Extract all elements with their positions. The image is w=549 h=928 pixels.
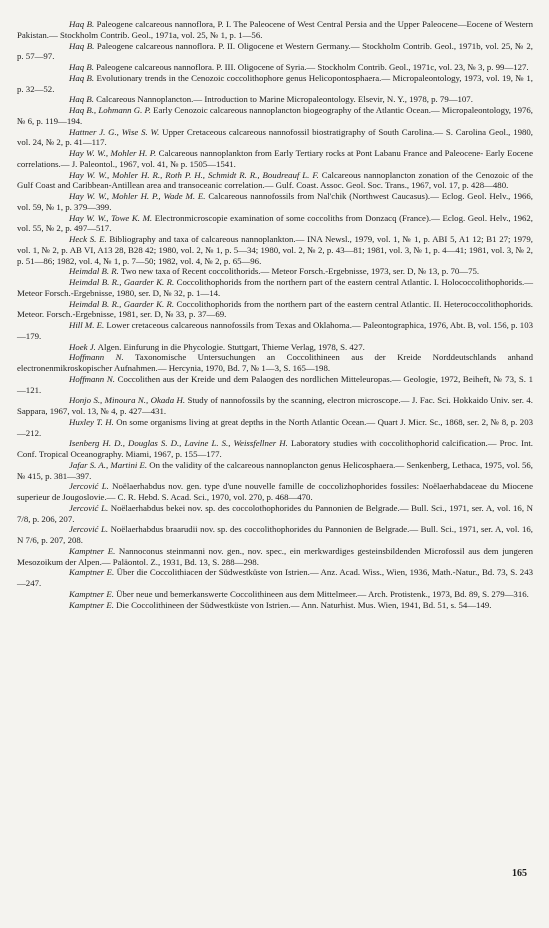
reference-entry [17, 277, 533, 299]
reference-entry [17, 374, 533, 396]
reference-author: Haq B. [69, 94, 94, 105]
reference-entry [17, 299, 533, 321]
reference-text: Upper Cretaceous calcareous nannofossil biostratigraphy of South Carolina.— S. Carolina Geol., 1980, vol. 24, № 2, p. 41—117. [17, 126, 533, 148]
reference-text: Calcareous nannofossils from Nal'chik (Northwest Caucasus).— Eclog. Geol. Helv., 1966, vol. 59, № 1, p. 379—399. [17, 191, 533, 212]
reference-text: Über die Coccolithiacen der Südwestküste von Istrien.— Anz. Acad. Wiss., Wien, 1936, Math.-Natur., Bd. 73, S. 243—247. [17, 567, 533, 588]
reference-author: Haq B. [69, 19, 95, 29]
page-number: 165 [512, 868, 527, 879]
reference-entry [17, 589, 533, 600]
reference-text: On the validity of the calcareous nannoplancton genus Helicosphaera.— Senkenberg, Lethaca, 1975, vol. 56, № 415, p. 381—397. [17, 459, 534, 481]
reference-author: Kamptner E. [69, 588, 114, 599]
reference-entry [17, 438, 533, 460]
reference-author: Hill M. E. [69, 320, 105, 330]
reference-text: Noëlaerhabdus braarudii nov. sp. des coccolithophorides du Pannonien de Belgrade.— Bull. Sci., 1971, ser. A, vol. 16, N 7/6, p. 207, 208. [17, 524, 533, 545]
reference-text: Electronmicroscopie examination of some coccoliths from Donzacq (France).— Eclog. Geol. Helv., 1962, vol. 55, № 2, p. 497—517. [17, 212, 533, 234]
reference-entry [17, 417, 533, 439]
reference-text: Noëlaerhabdus bekei nov. sp. des coccolothophorides du Pannonien de Belgrade.— Bull. Sci., 1971, ser. A, vol. 16, N 7/8, p. 206, 207. [17, 502, 533, 524]
reference-entry [17, 94, 533, 105]
reference-author: Hattner J. G., Wise S. W. [69, 126, 160, 137]
reference-text: Nannoconus steinmanni nov. gen., nov. spec., ein merkwardiges gesteinsbildenden Microfossil aus dem jungeren Mesozoikum der Alpen.— Paläontol. Z., 1931, Bd. 13, S. 288—298. [17, 545, 533, 567]
reference-entry [17, 127, 533, 149]
reference-list [17, 19, 533, 610]
reference-entry [17, 395, 533, 417]
reference-text: Coccolithophorids from the northern part of the eastern central Atlantic. II. Heterococcolithophorids. Meteor. Forsch.-Ergebnisse, 1981, ser. D, № 33, p. 37—69. [17, 298, 533, 320]
reference-author: Isenberg H. D., Douglas S. D., Lavine L. S., Weissfellner H. [69, 438, 288, 449]
reference-text: Algen. Einfurung in die Phycologie. Stuttgart, Thieme Verlag, 1978, S. 427. [95, 341, 365, 352]
reference-entry [17, 342, 533, 353]
reference-author: Huxley T. H. [69, 416, 114, 427]
reference-author: Heck S. E. [69, 234, 107, 244]
reference-entry [17, 148, 533, 170]
reference-entry [17, 567, 533, 589]
reference-author: Jercović L. [69, 481, 109, 492]
reference-text: Evolutionary trends in the Cenozoic coccolithophore genus Helicopontosphaera.— Micropaleontology, 1973, vol. 19, № 1, p. 32—52. [17, 72, 533, 94]
reference-text: Paleogene calcareous nannoflora, P. I. The Paleocene of West Central Persia and the Upper Paleocene—Eocene of Western Pakistan.— Stockholm Contrib. Geol., 1971a, vol. 25, № 1, p. 1—56. [17, 19, 534, 40]
reference-text: Paleogene calcareous nannoflora. P. III. Oligocene of Syria.— Stockholm Contrib. Geol., 1971c, vol. 23, № 3, p. 99—127. [93, 62, 529, 72]
reference-entry [17, 600, 533, 611]
reference-text: Die Coccolithineen der Südwestküste von Istrien.— Ann. Naturhist. Mus. Wien, 1941, Bd. 51, s. 54—149. [113, 599, 492, 610]
reference-text: Coccolithen aus der Kreide und dem Palaogen des nordlichen Mitteleuropas.— Geologie, 1972, Beiheft, № 73, S. 1—121. [17, 373, 533, 395]
reference-entry [17, 62, 533, 73]
reference-text: Über neue und bemerkanswerte Coccolithineen aus dem Mittelmeer.— Arch. Protistenk., 1973, Bd. 89, S. 279—316. [113, 588, 529, 599]
reference-text: On some organisms living at great depths in the North Atlantic Ocean.— Quart J. Micr. Sc., 1868, ser. 2, № 8, p. 203—212. [17, 416, 533, 438]
reference-entry [17, 546, 533, 568]
reference-author: Heimdal B. R., Gaarder K. R. [69, 277, 175, 287]
reference-author: Jercović L. [69, 524, 109, 535]
reference-author: Jercović L. [69, 502, 109, 513]
reference-author: Hay W. W., Towe K. M. [69, 212, 153, 223]
reference-entry [17, 105, 533, 127]
reference-author: Haq B. [69, 62, 94, 72]
reference-author: Heimdal B. R. [69, 266, 119, 277]
reference-author: Kamptner E. [69, 567, 115, 578]
reference-entry [17, 352, 533, 374]
reference-entry [17, 234, 533, 266]
reference-text: Noëlaerhabdus nov. gen. type d'une nouvelle famille de coccolizhophorides fossiles: Noëlaerhabdaceae du Miocene superieur de Jougoslovie.— C. R. Hebd. S. Acad. Sci., 1970, vol. 270, p. 468—470. [17, 481, 533, 502]
reference-author: Jafar S. A., Martini E. [69, 459, 148, 470]
reference-text: Taxonomische Untersuchungen an Coccolithineen aus der Kreide Norddeutschlands anhand electronenmikroskopischer Aufnahmen.— Hercynia, 1970, Bd. 7, № 1—3, S. 165—198. [17, 352, 533, 373]
reference-text: Two new taxa of Recent coccolithorids.— Meteor Forsch.-Ergebnisse, 1973, ser. D, № 13, p. 70—75. [118, 266, 480, 277]
reference-author: Hoek J. [69, 341, 96, 352]
reference-entry [17, 213, 533, 235]
reference-author: Haq B. [69, 72, 95, 83]
reference-text: Calcareous nannoplancton zonation of the Cenozoic of the Gulf Coast and Caribbean-Antillean area and transoceanic correlation.— Gulf. Coast. Assoc. Geol. Soc. Trans., 1967, vol. 17, p. 428—480. [17, 169, 534, 191]
reference-entry [17, 503, 533, 525]
reference-author: Haq B. [69, 40, 95, 51]
reference-entry [17, 170, 533, 192]
reference-author: Honjo S., Minoura N., Okada H. [69, 395, 186, 406]
reference-entry [17, 481, 533, 503]
reference-author: Haq B., Lohmann G. P. [69, 105, 151, 115]
reference-author: Hay W. W., Mohler H. P. [69, 148, 157, 158]
reference-author: Hoffmann N. [69, 373, 115, 384]
reference-author: Kamptner E. [69, 599, 114, 610]
reference-text: Laboratory studies with coccolithophorid calcification.— Proc. Int. Conf. Tropical Oceanography. Miami, 1967, p. 155—177. [17, 438, 533, 459]
reference-author: Kamptner E. [69, 545, 116, 556]
reference-entry [17, 191, 533, 213]
reference-entry [17, 524, 533, 546]
reference-text: Lower cretaceous calcareous nannofossils from Texas and Oklahoma.— Paleontographica, 1976, Abt. B, vol. 156, p. 103—179. [17, 320, 533, 341]
reference-text: Calcareous Nannoplancton.— Introduction to Marine Micropaleontology. Elsevir, N. Y., 1978, p. 79—107. [93, 94, 473, 105]
reference-entry [17, 266, 533, 277]
reference-text: Paleogene calcareous nannoflora. P. II. Oligocene et Western Germany.— Stockholm Contrib. Geol., 1971b, vol. 25, № 2, p. 57—97. [17, 40, 534, 62]
reference-entry [17, 320, 533, 342]
reference-entry [17, 41, 533, 63]
reference-author: Heimdal B. R., Gaarder K. R. [69, 298, 175, 309]
reference-text: Early Cenozoic calcareous nannoplancton biogeography of the Atlantic Ocean.— Micropaleontology, 1976, № 6, p. 119—194. [17, 105, 533, 126]
reference-entry [17, 19, 533, 41]
reference-text: Coccolithophorids from the northern part of the eastern central Atlantic. I. Holococcolithophorids.— Meteor Forsch.-Ergebnisse, 1980, ser. D, № 32, p. 1—14. [17, 277, 534, 298]
reference-author: Hay W. W., Mohler H. P., Wade M. E. [69, 191, 206, 201]
reference-entry [17, 73, 533, 95]
reference-author: Hoffmann N. [69, 352, 124, 363]
reference-text: Bibliography and taxa of calcareous nannoplankton.— INA Newsl., 1979, vol. 1, № 1, p. ABI 5, A1 12; B1 27; 1979, vol. 1, № 2, p. AB VI, A13 28, B28 42; 1980, vol. 2, № 1, p. 5—34; 1980, vol. 2, № 2, p. 43—81; 1981, vol. 3, № 1, p. 4—41; 1981, vol. 3, № 2, p. 51—86; 1982, vol. 4, № 1, p. 7—50; 1982, vol. 4, № 2, p. 65—96. [17, 234, 533, 266]
reference-entry [17, 460, 533, 482]
reference-text: Calcareous nannoplankton from Early Tertiary rocks at Pont Labanu France and Paleocene- Early Eocene correlations.— J. Paleontol., 1967, vol. 41, № p. 1505—1541. [17, 148, 533, 169]
reference-author: Hay W. W., Mohler H. R., Roth P. H., Schmidt R. R., Boudreauf L. F. [69, 169, 319, 180]
reference-text: Study of nannofossils by the scanning, electron microscope.— J. Fac. Sci. Hokkaido Univ. ser. 4. Sappara, 1967, vol. 13, № 4, p. 427—431. [17, 395, 533, 416]
